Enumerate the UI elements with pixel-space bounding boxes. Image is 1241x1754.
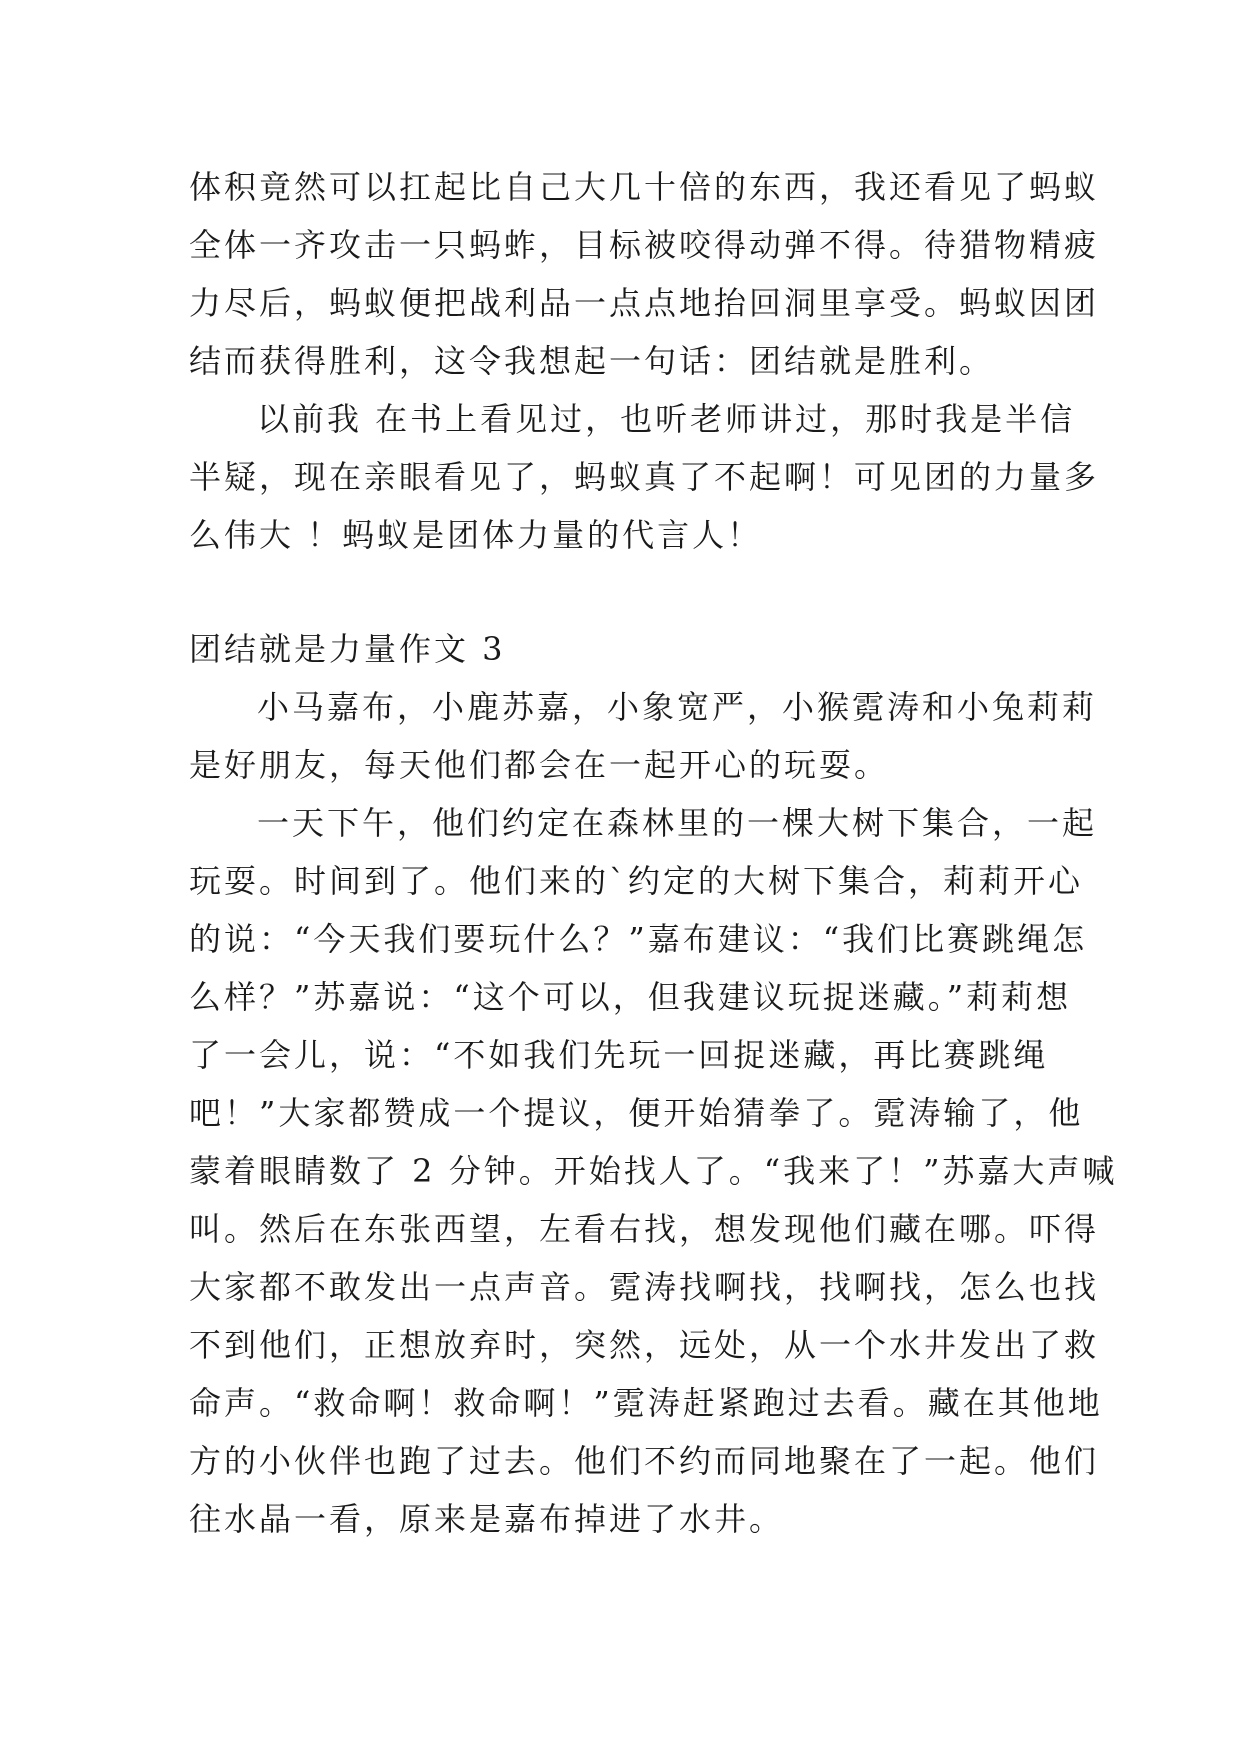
text-line: 全体一齐攻击一只蚂蚱，目标被咬得动弹不得。待猎物精疲 — [189, 226, 1100, 264]
text-line: 一天下午，他们约定在森林里的一棵大树下集合，一起 — [257, 804, 1098, 842]
text-line: 吧！”大家都赞成一个提议，便开始猜拳了。霓涛输了，他 — [189, 1094, 1084, 1132]
text-line: 方的小伙伴也跑了过去。他们不约而同地聚在了一起。他们 — [189, 1442, 1100, 1480]
text-line: 叫。然后在东张西望，左看右找，想发现他们藏在哪。吓得 — [189, 1210, 1100, 1248]
text-line: 了一会儿，说：“不如我们先玩一回捉迷藏，再比赛跳绳 — [189, 1036, 1049, 1074]
paragraph-ant-conclusion — [189, 390, 1100, 564]
section-heading — [189, 620, 1059, 678]
paragraph-friends-intro — [189, 678, 1098, 794]
text-line: 是好朋友，每天他们都会在一起开心的玩耍。 — [189, 746, 890, 784]
text-line: 以前我 在书上看见过，也听老师讲过，那时我是半信 — [257, 400, 1076, 438]
text-line: 命声。“救命啊！救命啊！”霓涛赶紧跑过去看。藏在其他地 — [189, 1384, 1103, 1422]
section-heading-text: 团结就是力量作文 3 — [189, 630, 506, 668]
text-line: 半疑，现在亲眼看见了，蚂蚁真了不起啊！可见团的力量多 — [189, 458, 1100, 496]
text-line: 小马嘉布，小鹿苏嘉，小象宽严，小猴霓涛和小兔莉莉 — [257, 688, 1098, 726]
text-line: 蒙着眼睛数了 2 分钟。开始找人了。“我来了！”苏嘉大声喊 — [189, 1152, 1118, 1190]
text-line: 玩耍。时间到了。他们来的`约定的大树下集合，莉莉开心 — [189, 862, 1084, 900]
text-line: 的说：“今天我们要玩什么？”嘉布建议：“我们比赛跳绳怎 — [189, 920, 1088, 958]
text-line: 么伟大 ！蚂蚁是团体力量的代言人！ — [189, 516, 763, 554]
text-line: 结而获得胜利，这令我想起一句话：团结就是胜利。 — [189, 342, 995, 380]
text-line: 力尽后，蚂蚁便把战利品一点点地抬回洞里享受。蚂蚁因团 — [189, 284, 1100, 322]
text-line: 不到他们，正想放弃时，突然，远处，从一个水井发出了救 — [189, 1326, 1100, 1364]
text-line: 么样？”苏嘉说：“这个可以，但我建议玩捉迷藏。”莉莉想 — [189, 978, 1072, 1016]
paragraph-hide-and-seek — [189, 794, 1118, 1548]
text-line: 往水晶一看，原来是嘉布掉进了水井。 — [189, 1500, 785, 1538]
paragraph-ant-teamwork — [189, 158, 1100, 390]
text-line: 大家都不敢发出一点声音。霓涛找啊找，找啊找，怎么也找 — [189, 1268, 1100, 1306]
text-line: 体积竟然可以扛起比自己大几十倍的东西，我还看见了蚂蚁 — [189, 168, 1100, 206]
